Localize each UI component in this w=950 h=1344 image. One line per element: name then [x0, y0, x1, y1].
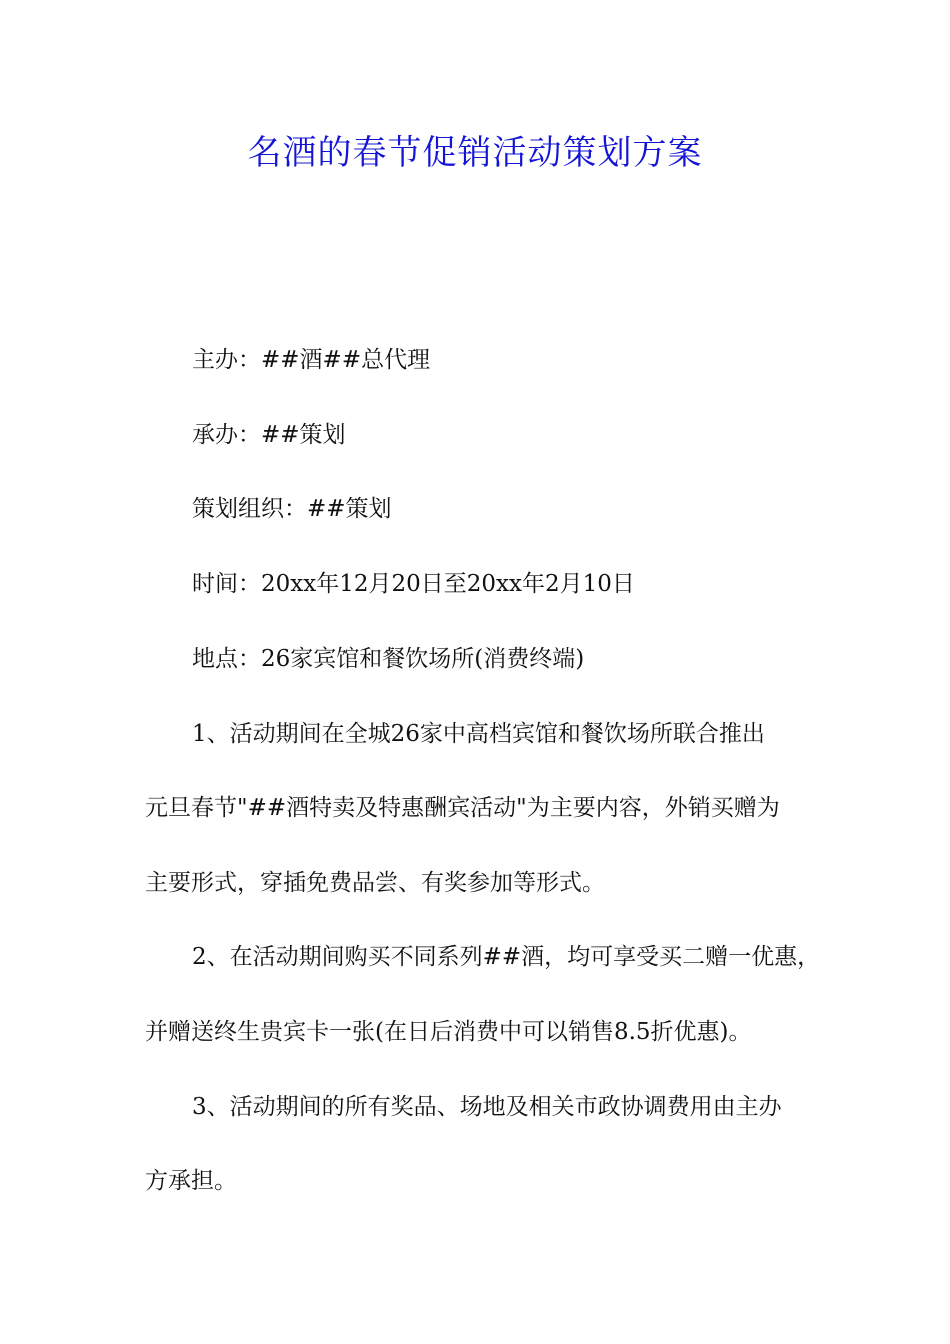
time-line: 时间：20xx年12月20日至20xx年2月10日	[192, 571, 635, 597]
paragraph-2-line-2: 并赠送终生贵宾卡一张(在日后消费中可以销售8.5折优惠)。	[145, 1019, 752, 1045]
paragraph-3-line-2: 方承担。	[145, 1168, 237, 1194]
location-line: 地点：26家宾馆和餐饮场所(消费终端)	[192, 646, 585, 672]
co-organizer-line: 承办：##策划	[192, 422, 346, 448]
paragraph-1-line-3: 主要形式，穿插免费品尝、有奖参加等形式。	[145, 870, 605, 896]
document-title: 名酒的春节促销活动策划方案	[247, 133, 703, 173]
paragraph-2-line-1: 2、在活动期间购买不同系列##酒，均可享受买二赠一优惠，	[192, 944, 821, 970]
organizer-line: 主办：##酒##总代理	[192, 347, 431, 373]
paragraph-3-line-1: 3、活动期间的所有奖品、场地及相关市政协调费用由主办	[192, 1094, 782, 1120]
paragraph-1-line-2: 元旦春节"##酒特卖及特惠酬宾活动"为主要内容，外销买赠为	[145, 795, 780, 821]
planning-line: 策划组织：##策划	[192, 496, 392, 522]
paragraph-1-line-1: 1、活动期间在全城26家中高档宾馆和餐饮场所联合推出	[192, 721, 765, 747]
